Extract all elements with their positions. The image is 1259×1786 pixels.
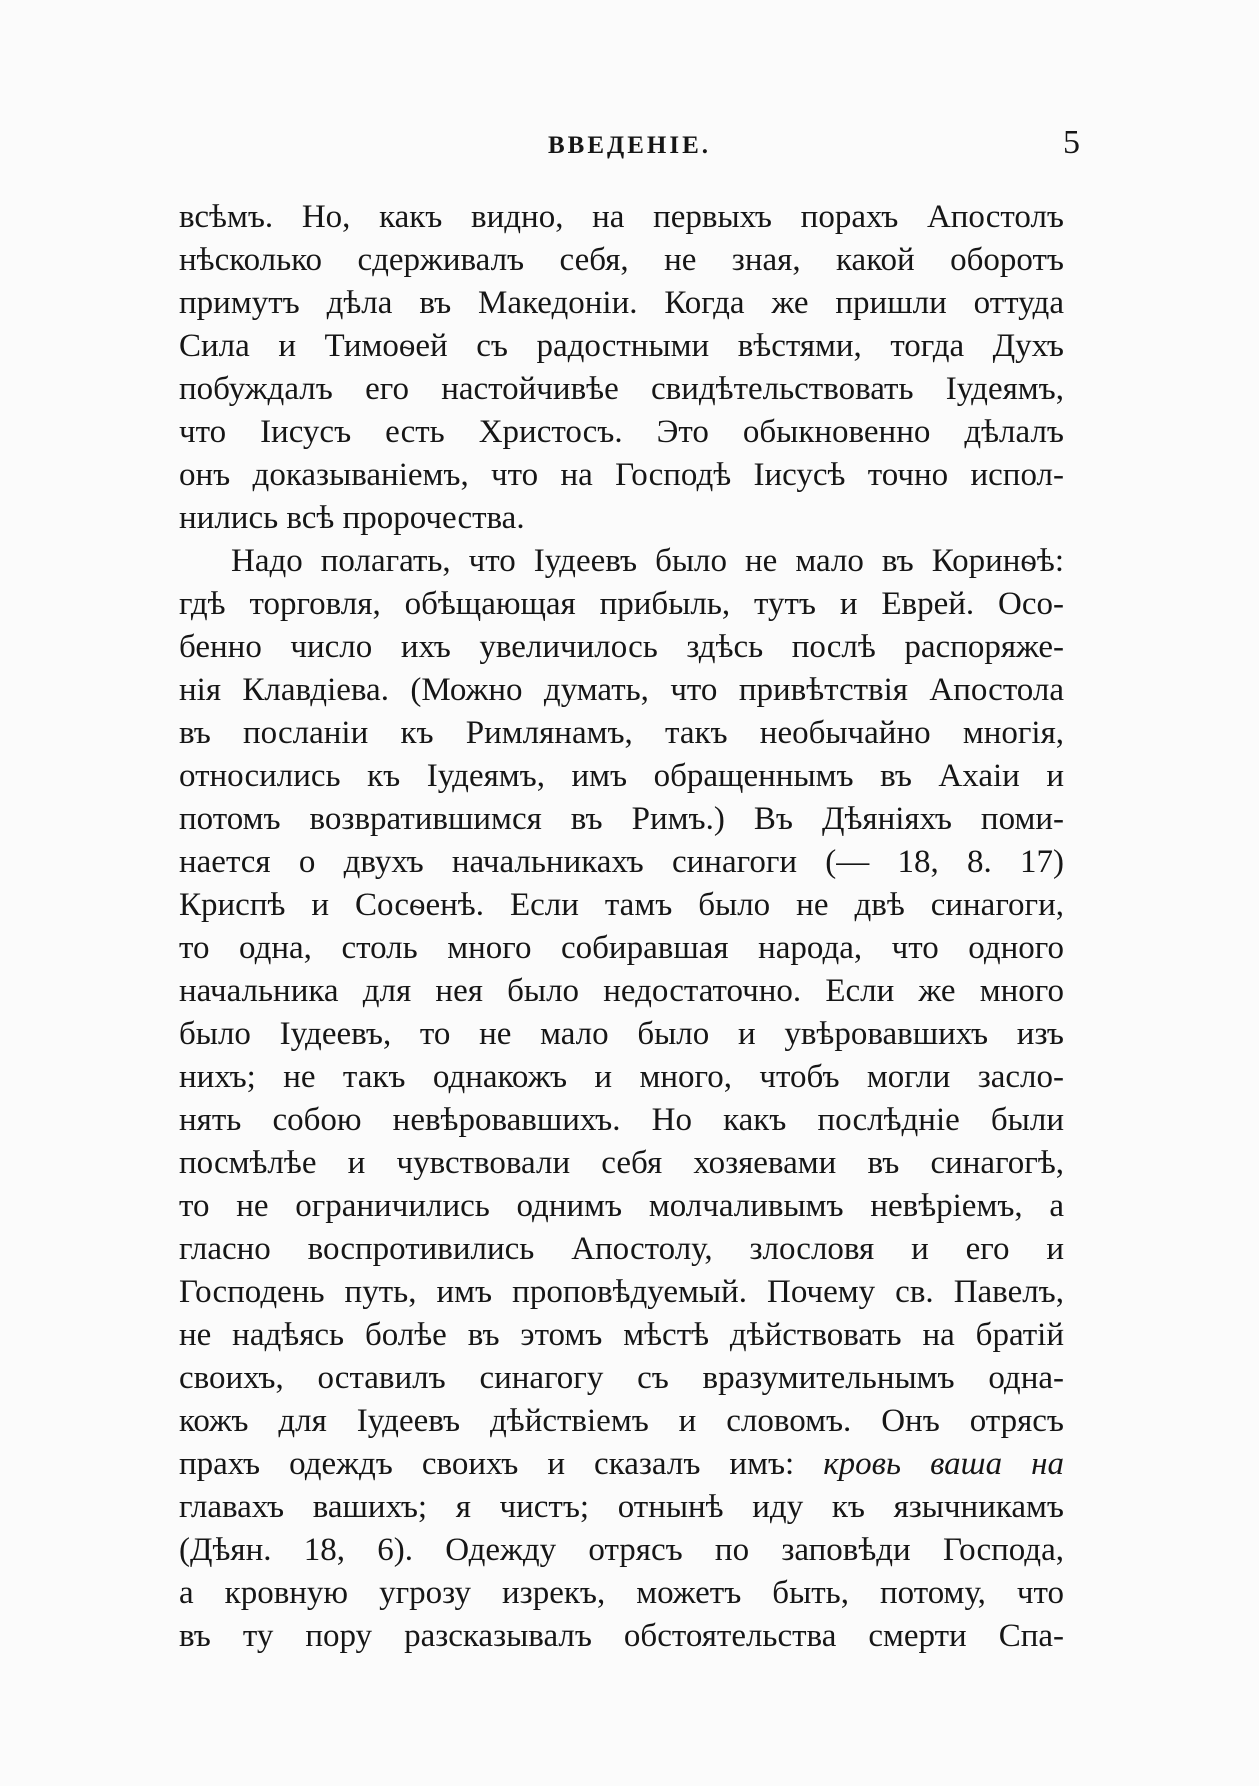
text-line: нія Клавдіева. (Можно думать, что привѣтствія Апостола xyxy=(179,672,1064,708)
text-line: своихъ, оставилъ синагогу съ вразумительнымъ одна- xyxy=(179,1360,1064,1396)
text-line: то одна, столь много собиравшая народа, что одного xyxy=(179,930,1064,966)
text-line: Сила и Тимоѳей съ радостными вѣстями, тогда Духъ xyxy=(179,328,1064,364)
text-line: нихъ; не такъ однакожъ и много, чтобъ могли засло- xyxy=(179,1059,1064,1095)
text-line: въ посланіи къ Римлянамъ, такъ необычайно многія, xyxy=(179,715,1064,751)
text-line: въ ту пору разсказывалъ обстоятельства смерти Спа- xyxy=(179,1618,1064,1654)
text-line: начальника для нея было недостаточно. Если же много xyxy=(179,973,1064,1009)
text-line: бенно число ихъ увеличилось здѣсь послѣ распоряже- xyxy=(179,629,1064,665)
text-line: что Іисусъ есть Христосъ. Это обыкновенно дѣлалъ xyxy=(179,414,1064,450)
paragraph-first-line: Надо полагать, что Іудеевъ было не мало въ Коринѳѣ: xyxy=(231,543,1064,579)
italic-quote: кровь ваша на xyxy=(823,1446,1064,1482)
running-title: ВВЕДЕНІЕ. xyxy=(548,132,711,159)
text-line: нять собою невѣровавшихъ. Но какъ послѣдніе были xyxy=(179,1102,1064,1138)
text-line: Господень путь, имъ проповѣдуемый. Почему св. Павелъ, xyxy=(179,1274,1064,1310)
text-segment: прахъ одеждъ своихъ и сказалъ имъ: xyxy=(179,1446,795,1482)
text-line: онъ доказываніемъ, что на Господѣ Іисусѣ точно испол- xyxy=(179,457,1064,493)
text-line-with-quote xyxy=(179,1443,1064,1486)
text-line: гласно воспротивились Апостолу, злословя и его и xyxy=(179,1231,1064,1267)
text-line: а кровную угрозу изрекъ, можетъ быть, потому, что xyxy=(179,1575,1064,1611)
text-line: нается о двухъ начальникахъ синагоги (— 18, 8. 17) xyxy=(179,844,1064,880)
text-line: нились всѣ пророчества. xyxy=(179,500,525,536)
text-line: Криспѣ и Сосѳенѣ. Если тамъ было не двѣ синагоги, xyxy=(179,887,1064,923)
text-line: не надѣясь болѣе въ этомъ мѣстѣ дѣйствовать на братій xyxy=(179,1317,1064,1353)
text-line: относились къ Іудеямъ, имъ обращеннымъ въ Ахаіи и xyxy=(179,758,1064,794)
text-line: примутъ дѣла въ Македоніи. Когда же пришли оттуда xyxy=(179,285,1064,321)
text-line: то не ограничились однимъ молчаливымъ невѣріемъ, а xyxy=(179,1188,1064,1224)
text-line: потомъ возвратившимся въ Римъ.) Въ Дѣяніяхъ поми- xyxy=(179,801,1064,837)
text-line: было Іудеевъ, то не мало было и увѣровавшихъ изъ xyxy=(179,1016,1064,1052)
text-line: (Дѣян. 18, 6). Одежду отрясъ по заповѣди Господа, xyxy=(179,1532,1064,1568)
text-line: гдѣ торговля, обѣщающая прибыль, тутъ и Еврей. Осо- xyxy=(179,586,1064,622)
italic-quote-line: главахъ вашихъ; я чистъ; отнынѣ иду къ язычникамъ xyxy=(179,1489,1064,1525)
page-number: 5 xyxy=(1063,124,1080,161)
text-line: всѣмъ. Но, какъ видно, на первыхъ порахъ Апостолъ xyxy=(179,199,1064,235)
text-line: нѣсколько сдерживалъ себя, не зная, какой оборотъ xyxy=(179,242,1064,278)
text-line: побуждалъ его настойчивѣе свидѣтельствовать Іудеямъ, xyxy=(179,371,1064,407)
text-line: посмѣлѣе и чувствовали себя хозяевами въ синагогѣ, xyxy=(179,1145,1064,1181)
text-line: кожъ для Іудеевъ дѣйствіемъ и словомъ. Онъ отрясъ xyxy=(179,1403,1064,1439)
body-text xyxy=(179,196,1064,1658)
